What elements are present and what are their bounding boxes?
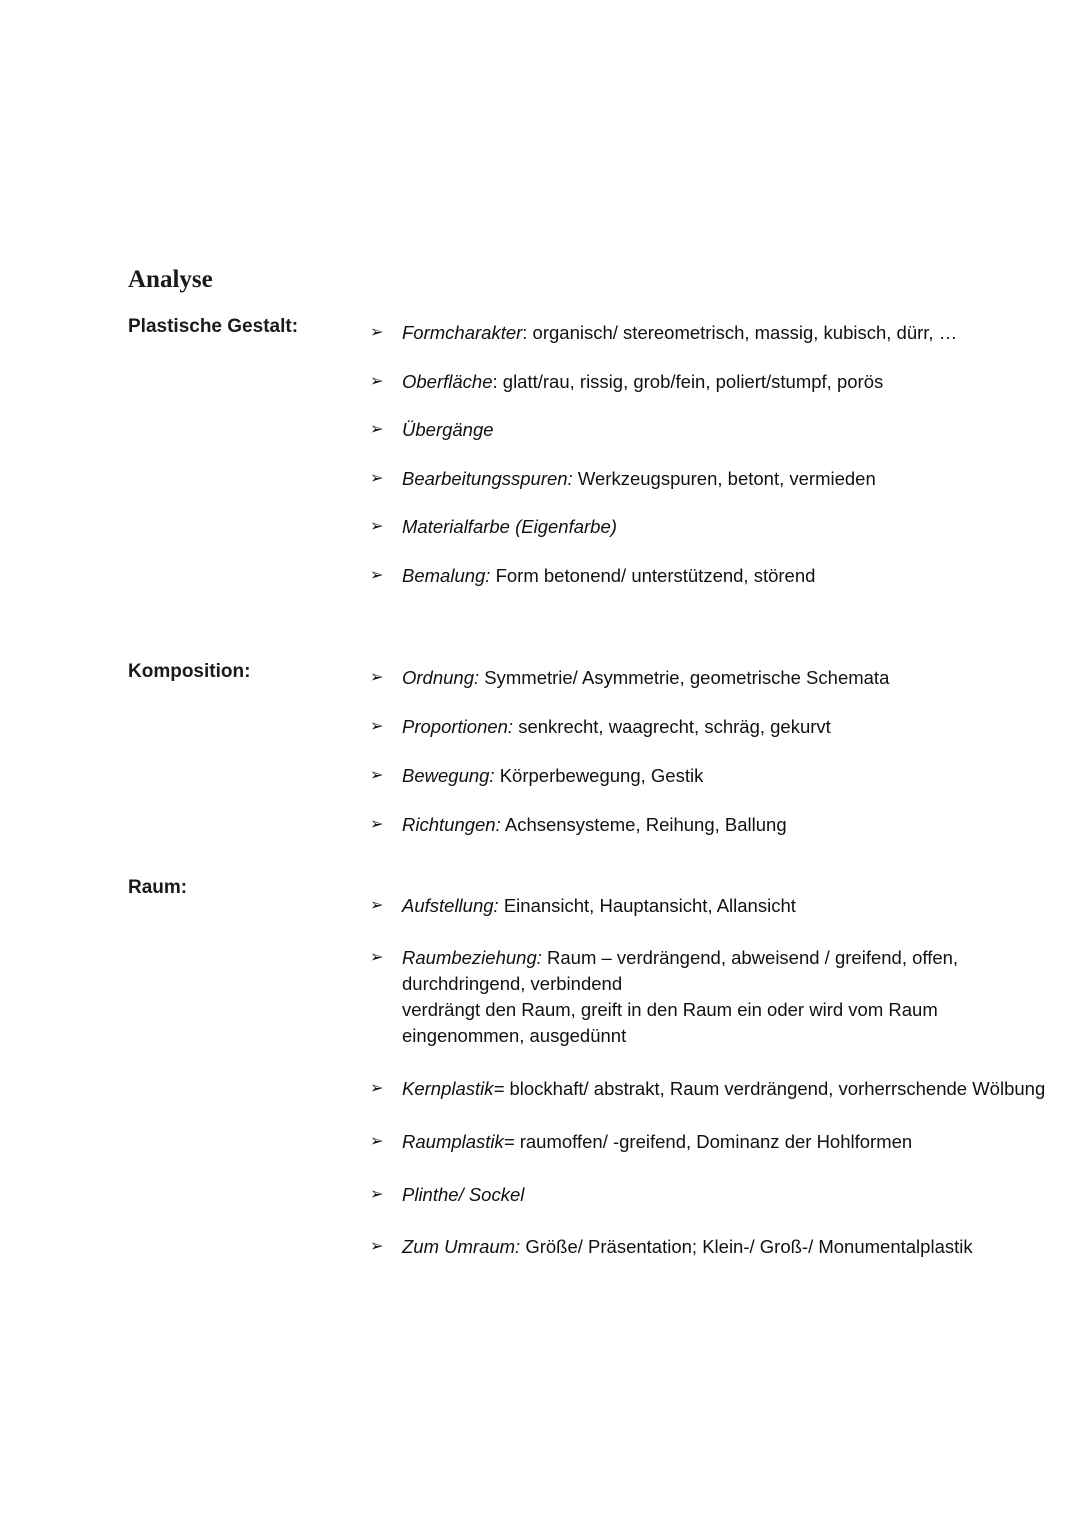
item-term: Plinthe/ Sockel (402, 1184, 525, 1205)
arrow-bullet-icon: ➢ (370, 767, 384, 784)
arrow-bullet-icon: ➢ (370, 816, 384, 833)
item-term: Formcharakter (402, 322, 523, 343)
item-term: Oberfläche (402, 371, 493, 392)
arrow-bullet-icon: ➢ (370, 1133, 384, 1150)
item-text: Körperbewegung, Gestik (494, 765, 704, 786)
item-term: Ordnung: (402, 667, 480, 688)
item-term: Bemalung: (402, 565, 491, 586)
item-term: Kernplastik= (402, 1078, 505, 1099)
item-text-continuation: durchdringend, verbindend (402, 973, 623, 994)
item-text: raumoffen/ -greifend, Dominanz der Hohlformen (514, 1131, 913, 1152)
item-text: senkrecht, waagrecht, schräg, gekurvt (513, 716, 831, 737)
section-label-komposition: Komposition: (128, 661, 251, 682)
arrow-bullet-icon: ➢ (370, 897, 384, 914)
item-text-continuation: verdrängt den Raum, greift in den Raum ein oder wird vom Raum (402, 999, 938, 1020)
page-title: Analyse (128, 266, 213, 293)
arrow-bullet-icon: ➢ (370, 373, 384, 390)
item-text-continuation: eingenommen, ausgedünnt (402, 1025, 627, 1046)
item-text: Größe/ Präsentation; Klein-/ Groß-/ Monumentalplastik (520, 1236, 973, 1257)
item-term: Übergänge (402, 419, 494, 440)
arrow-bullet-icon: ➢ (370, 949, 384, 966)
item-text: Werkzeugspuren, betont, vermieden (572, 468, 876, 489)
arrow-bullet-icon: ➢ (370, 1186, 384, 1203)
item-text: Einansicht, Hauptansicht, Allansicht (498, 895, 796, 916)
item-text: Achsensysteme, Reihung, Ballung (500, 814, 787, 835)
item-text: Symmetrie/ Asymmetrie, geometrische Schemata (479, 667, 890, 688)
item-term: Materialfarbe (Eigenfarbe) (402, 516, 617, 537)
item-text: Form betonend/ unterstützend, störend (490, 565, 816, 586)
arrow-bullet-icon: ➢ (370, 1080, 384, 1097)
section-label-plastische-gestalt: Plastische Gestalt: (128, 316, 299, 337)
item-term: Raumbeziehung: (402, 947, 542, 968)
item-term: Bearbeitungsspuren: (402, 468, 573, 489)
item-text: Raum – verdrängend, abweisend / greifend, offen, (541, 947, 959, 968)
arrow-bullet-icon: ➢ (370, 718, 384, 735)
arrow-bullet-icon: ➢ (370, 470, 384, 487)
item-text: blockhaft/ abstrakt, Raum verdrängend, vorherrschende Wölbung (504, 1078, 1046, 1099)
arrow-bullet-icon: ➢ (370, 567, 384, 584)
arrow-bullet-icon: ➢ (370, 518, 384, 535)
section-label-raum: Raum: (128, 877, 188, 898)
arrow-bullet-icon: ➢ (370, 669, 384, 686)
arrow-bullet-icon: ➢ (370, 421, 384, 438)
item-text: : glatt/rau, rissig, grob/fein, poliert/stumpf, porös (492, 371, 884, 392)
item-term: Raumplastik= (402, 1131, 515, 1152)
arrow-bullet-icon: ➢ (370, 1238, 384, 1255)
arrow-bullet-icon: ➢ (370, 324, 384, 341)
item-term: Richtungen: (402, 814, 501, 835)
item-term: Proportionen: (402, 716, 514, 737)
item-term: Zum Umraum: (402, 1236, 521, 1257)
item-text: : organisch/ stereometrisch, massig, kubisch, dürr, … (522, 322, 958, 343)
item-term: Aufstellung: (402, 895, 499, 916)
item-term: Bewegung: (402, 765, 495, 786)
